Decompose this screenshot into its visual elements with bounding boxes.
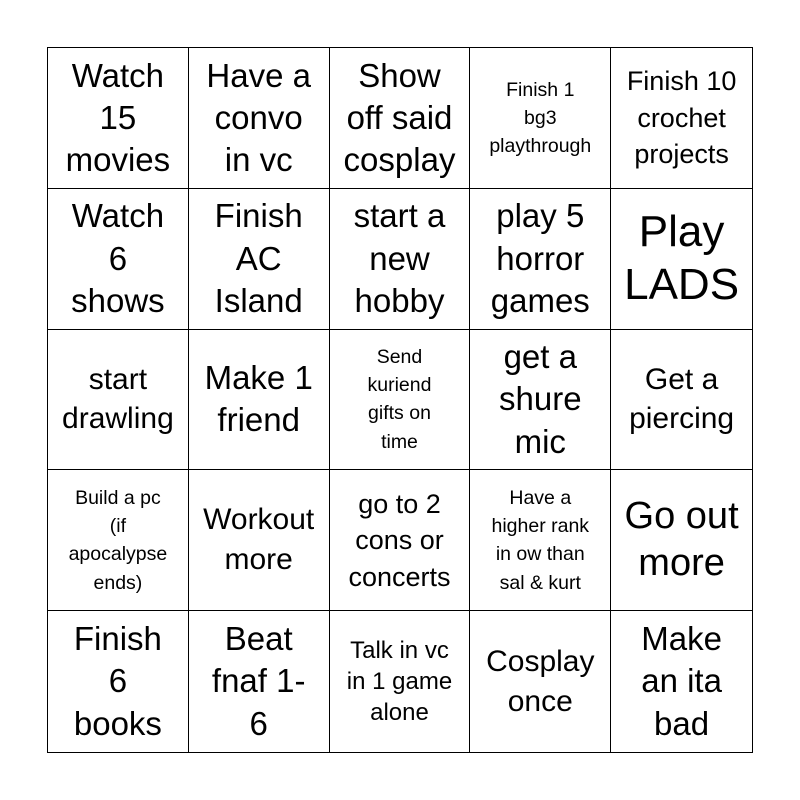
bingo-board	[47, 47, 753, 753]
bingo-cell-r2c2[interactable]: Finish AC Island	[189, 189, 330, 330]
bingo-cell-r4c3[interactable]: go to 2 cons or concerts	[330, 470, 471, 611]
bingo-cell-r1c2[interactable]: Have a convo in vc	[189, 48, 330, 189]
bingo-cell-r5c4[interactable]: Cosplay once	[470, 611, 611, 752]
bingo-cell-r5c1[interactable]: Finish 6 books	[48, 611, 189, 752]
bingo-cell-r1c3[interactable]: Show off said cosplay	[330, 48, 471, 189]
bingo-cell-r5c2[interactable]: Beat fnaf 1- 6	[189, 611, 330, 752]
bingo-cell-r1c1[interactable]: Watch 15 movies	[48, 48, 189, 189]
bingo-cell-r5c3[interactable]: Talk in vc in 1 game alone	[330, 611, 471, 752]
bingo-cell-r2c3[interactable]: start a new hobby	[330, 189, 471, 330]
bingo-cell-r3c2[interactable]: Make 1 friend	[189, 330, 330, 471]
bingo-cell-r4c2[interactable]: Workout more	[189, 470, 330, 611]
bingo-cell-r4c4[interactable]: Have a higher rank in ow than sal & kurt	[470, 470, 611, 611]
bingo-cell-r4c1[interactable]: Build a pc (if apocalypse ends)	[48, 470, 189, 611]
bingo-cell-r2c4[interactable]: play 5 horror games	[470, 189, 611, 330]
bingo-cell-r4c5[interactable]: Go out more	[611, 470, 752, 611]
bingo-cell-r2c5[interactable]: Play LADS	[611, 189, 752, 330]
bingo-cell-r5c5[interactable]: Make an ita bad	[641, 620, 722, 742]
bingo-cell-r3c4[interactable]: get a shure mic	[470, 330, 611, 471]
bingo-cell-r3c5[interactable]: Get a piercing	[611, 330, 752, 471]
bingo-cell-r3c3[interactable]: Send kuriend gifts on time	[330, 330, 471, 471]
bingo-cell-r2c1[interactable]: Watch 6 shows	[48, 189, 189, 330]
bingo-cell-r1c4[interactable]: Finish 1 bg3 playthrough	[470, 48, 611, 189]
bingo-cell-r1c5[interactable]: Finish 10 crochet projects	[611, 48, 752, 189]
bingo-cell-r3c1[interactable]: start drawling	[48, 330, 189, 471]
